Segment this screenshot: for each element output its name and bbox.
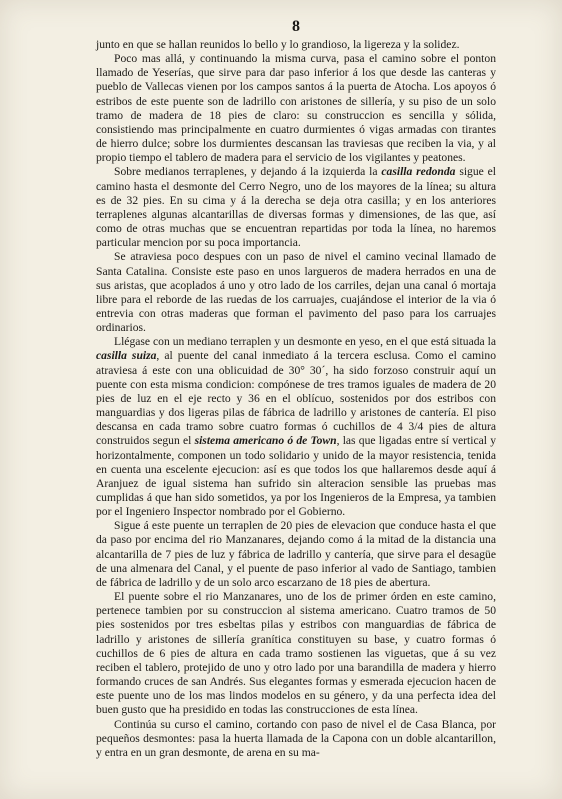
text-run: sigue el camino hasta el desmonte del Cerro Negro, uno de los mayores de la línea; su altura es de 32 pies. En su cima y á la derecha se deja otra casilla; y en los anteriores terraplenes algunas alcantarillas de diversas formas y dimensiones, de las que, así como de otras muchas que se encuentran repartidas por toda la línea, no haremos particular mencion por su poca importancia.: [96, 165, 497, 250]
text-run: Se atraviesa poco despues con un paso de nivel el camino vecinal llamado de Santa Catalina. Consiste este paso en unos largueros de madera herrados en una de sus aristas, que acoplados á uno y otro lado de los carriles, dejan una canal ó mortaja libre para el reborde de las ruedas de los carruajes, cuajándose el interior de la via ó entrevia con otras maderas que forman el pavimento del paso para los carruajes ordinarios.: [96, 250, 496, 335]
paragraph: [96, 52, 496, 165]
text-run: , al puente del canal inmediato á la tercera esclusa. Como el camino atraviesa á este con una oblicuidad de 30° 30´, ha sido forzoso construir aquí un puente con esta misma condicion: compónese de tres tramos iguales de madera de 20 pies de luz en el eje recto y 36 en el oblícuo, sostenidos por dos estribos con manguardias y dos ligeras pilas de fábrica de ladrillo y aristones de cantería. El piso descansa en cada tramo sobre cuatro formas ó cuchillos de 4 3/4 pies de altura construidos segun el: [96, 349, 496, 448]
italic-term: casilla redonda: [381, 165, 456, 179]
paragraph: [96, 718, 496, 760]
text-run: Poco mas allá, y continuando la misma curva, pasa el camino sobre el ponton llamado de Yeserías, que sirve para dar paso inferior á los que desde las canteras y pueblo de Vallecas vienen por los campos santos á la puerta de Atocha. Los apoyos ó estribos de este puente son de ladrillo con aristones de sillería, y su piso de un solo tramo de madera de 18 pies de claro: su construccion es sencilla y sólida, consistiendo mas principalmente en cuatro durmientes ó vigas armadas con tirantes de hierro dulce; sobre los durmientes descansan las traviesas que reciben la via, y al propio tiempo el tablero de madera para el servicio de los vigilantes y peatones.: [96, 52, 496, 165]
text-run: Sigue á este puente un terraplen de 20 pies de elevacion que conduce hasta el que da paso por encima del rio Manzanares, dejando como á la mitad de la distancia una alcantarilla de 7 pies de luz y fábrica de ladrillo y cantería, que sirve para el desagüe de una almenara del Canal, y el puente de paso inferior al vado de Santiago, tambien de fábrica de ladrillo y de un solo arco escarzano de 18 pies de abertura.: [96, 519, 496, 589]
italic-term: casilla suiza: [96, 349, 157, 363]
body-text: [96, 38, 496, 760]
paragraph: [96, 250, 496, 335]
paragraph: [96, 519, 496, 590]
italic-term: sistema americano ó de Town: [194, 434, 337, 448]
paragraph: [96, 38, 496, 52]
page-number: 8: [292, 18, 300, 35]
paragraph: [96, 590, 496, 717]
text-run: El puente sobre el rio Manzanares, uno de los de primer órden en este camino, pertenece tambien por su construccion al sistema americano. Cuatro tramos de 50 pies sostenidos por tres esbeltas pilas y estribos con manguardias de fábrica de ladrillo y aristones de sillería granítica constituyen su base, y cuatro formas ó cuchillos de 6 pies de altura en cada tramo sostienen las viguetas, que á su vez reciben el tablero, protejido de uno y otro lado por una barandilla de madera y hierro formando cruces de san Andrés. Sus elegantes formas y esmerada ejecucion hacen de este puente uno de los mas lindos modelos en su género, y da una perfecta idea del buen gusto que ha presidido en todas las construcciones de esta línea.: [96, 590, 496, 717]
text-run: Continúa su curso el camino, cortando con paso de nivel el de Casa Blanca, por pequeños desmontes: pasa la huerta llamada de la Capona con un doble alcantarillon, y entra en un gran desmonte, de arena en su ma-: [96, 717, 496, 759]
text-run: Llégase con un mediano terraplen y un desmonte en yeso, en el que está situada la: [114, 335, 496, 349]
text-run: , las que ligadas entre sí vertical y horizontalmente, componen un todo solidario y unido de la mayor resistencia, tenida en cuenta una escelente ejecucion: así es que todos los que hallaremos desde aquí á Aranjuez de igual sistema han sufrido sin alteracion sensible las pruebas mas cumplidas á que han sido sometidos, ya por los Ingenieros de la Empresa, ya tambien por el Ingeniero Inspector nombrado por el Gobierno.: [96, 434, 497, 519]
paragraph: [96, 335, 496, 519]
text-run: Sobre medianos terraplenes, y dejando á la izquierda la: [114, 165, 382, 179]
paragraph: [96, 165, 496, 250]
text-run: junto en que se hallan reunidos lo bello y lo grandioso, la ligereza y la solidez.: [96, 38, 460, 51]
